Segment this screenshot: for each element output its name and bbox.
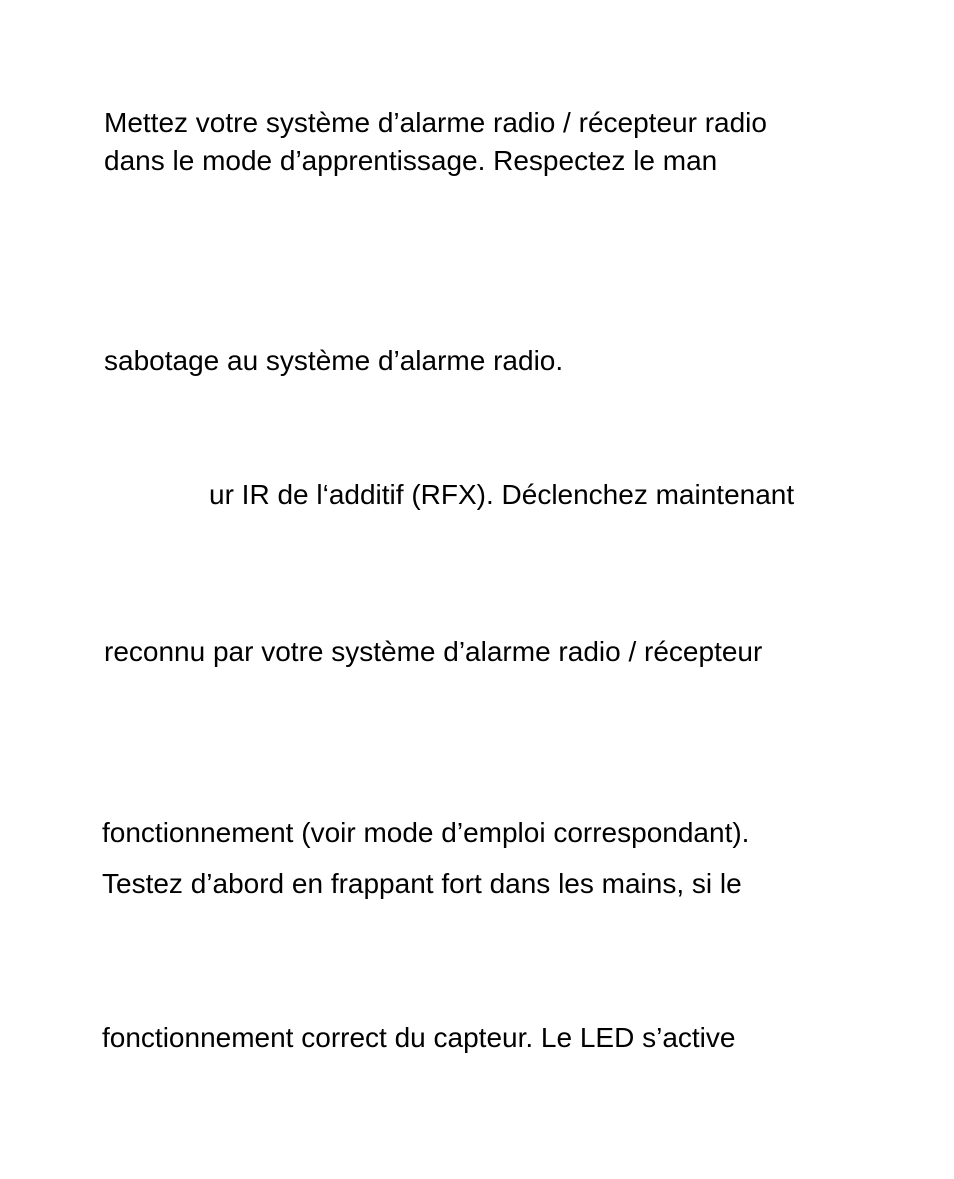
text-line-5: reconnu par votre système d’alarme radio / récepteur (104, 636, 763, 667)
text-line-8: fonctionnement correct du capteur. Le LED s’active (102, 1022, 736, 1053)
text-line-4: ur IR de l‘additif (RFX). Déclenchez maintenant (209, 479, 795, 510)
text-line-3: sabotage au système d’alarme radio. (104, 345, 564, 376)
text-line-1: Mettez votre système d’alarme radio / récepteur radio (104, 107, 767, 138)
text-line-6: fonctionnement (voir mode d’emploi correspondant). (102, 817, 750, 848)
text-line-7: Testez d’abord en frappant fort dans les mains, si le (102, 868, 742, 899)
text-line-2: dans le mode d’apprentissage. Respectez le man (104, 145, 718, 176)
